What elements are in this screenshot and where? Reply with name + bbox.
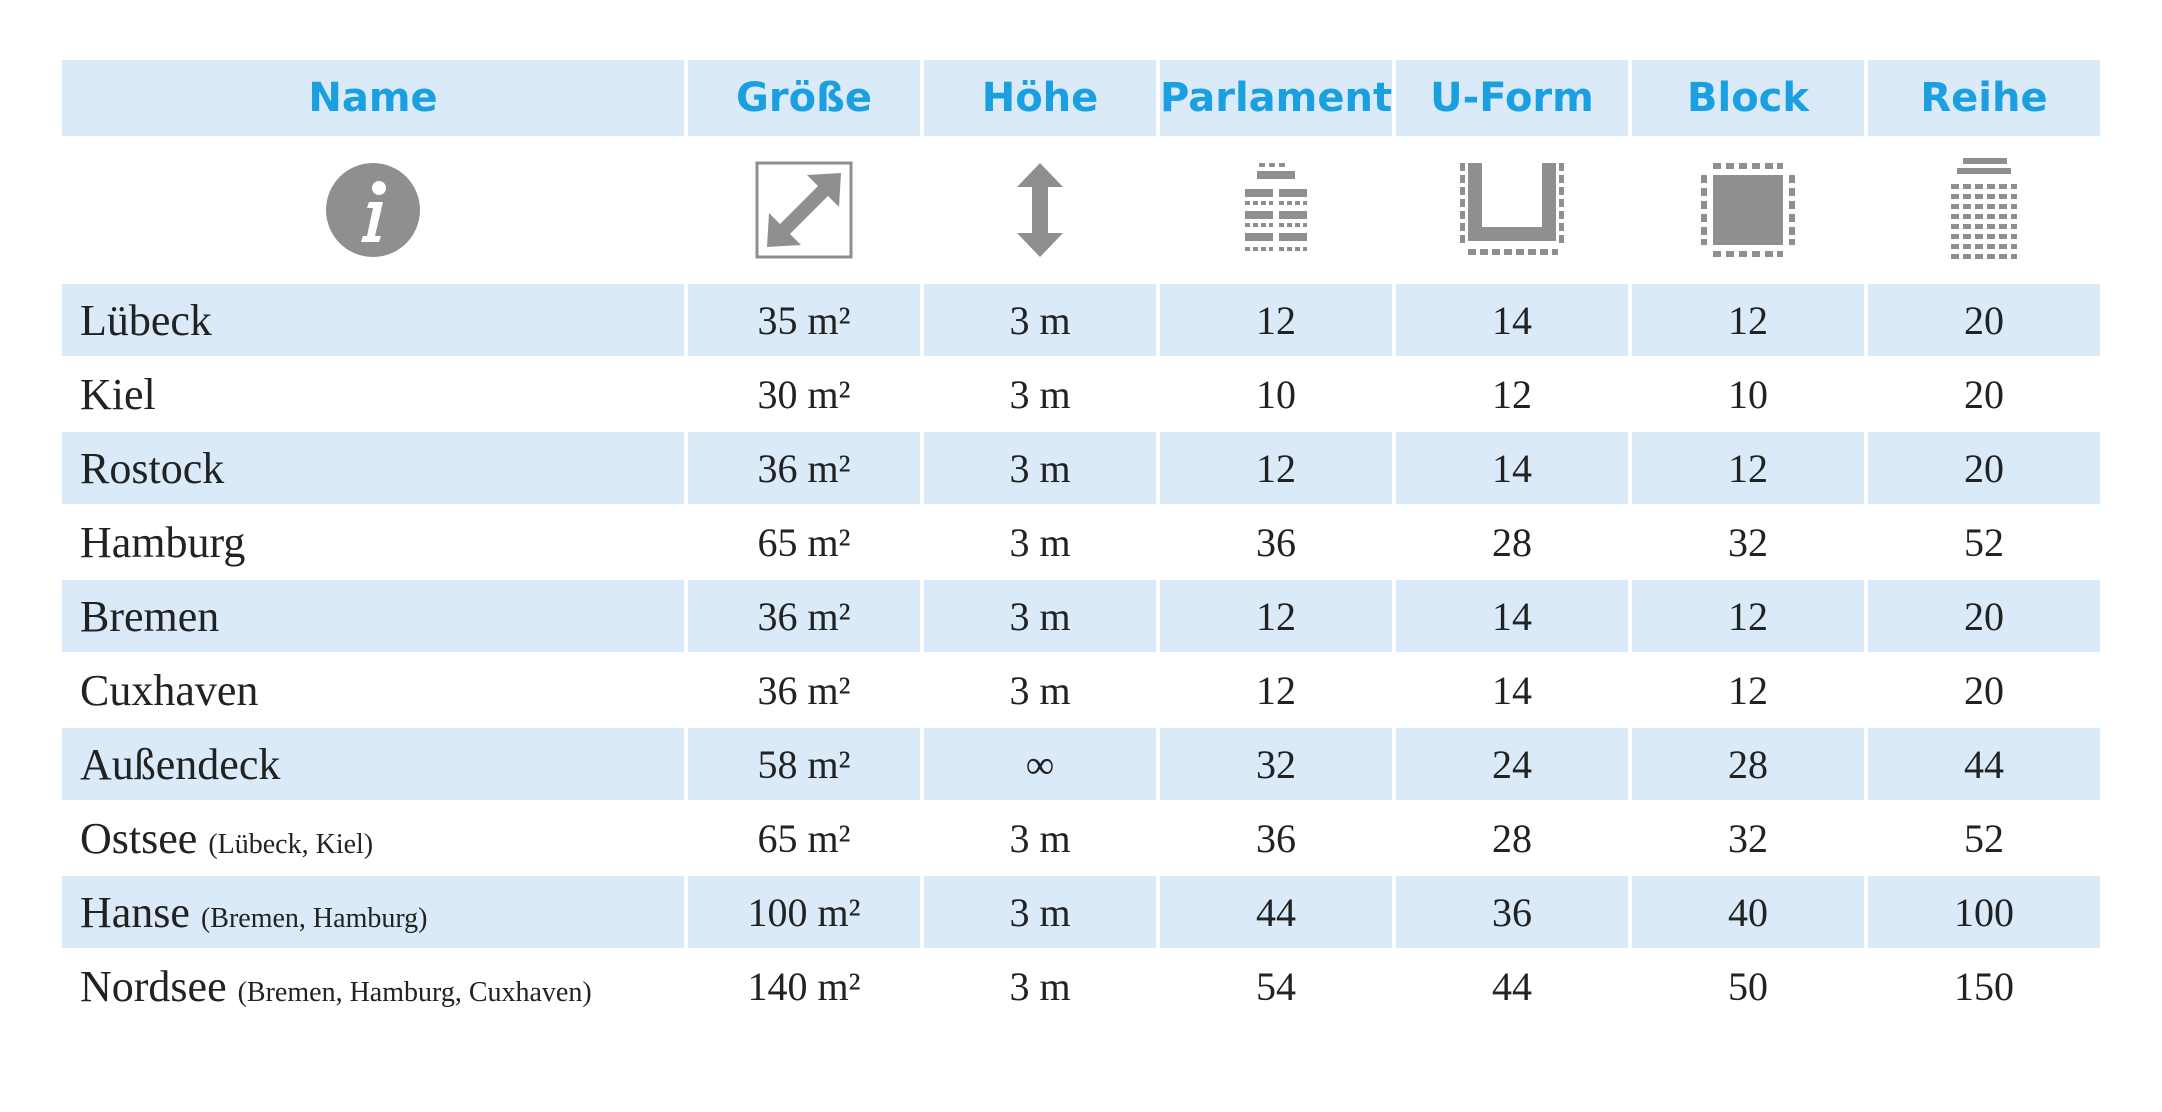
- height-cell: 3 m: [1009, 963, 1071, 1009]
- table-row: [62, 802, 2100, 874]
- u-form-cell: 28: [1492, 815, 1532, 861]
- block-cell: 32: [1728, 519, 1768, 565]
- row-seating-cell: 20: [1964, 371, 2004, 417]
- height-cell: 3 m: [1009, 371, 1071, 417]
- header-row-seating: Reihe: [1868, 60, 2100, 136]
- room-name-cell: [62, 432, 684, 504]
- parliament-seating-icon: [1243, 161, 1309, 259]
- block-cell: 32: [1728, 815, 1768, 861]
- row-seating-cell: 52: [1964, 519, 2004, 565]
- block-cell: 12: [1632, 580, 1864, 652]
- block-cell: 50: [1728, 963, 1768, 1009]
- table-row: [62, 654, 2100, 726]
- height-cell: 3 m: [924, 284, 1156, 356]
- room-name: Cuxhaven: [80, 665, 259, 715]
- size-cell: 100 m²: [688, 876, 920, 948]
- size-cell: 36 m²: [688, 580, 920, 652]
- parliament-icon-cell: [1160, 138, 1392, 282]
- size-cell: 35 m²: [688, 284, 920, 356]
- table-row: [62, 506, 2100, 578]
- parliament-cell: 12: [1160, 284, 1392, 356]
- row-seating-cell: 44: [1868, 728, 2100, 800]
- u-form-cell: 12: [1492, 371, 1532, 417]
- height-cell: ∞: [924, 728, 1156, 800]
- room-name-cell: [62, 802, 684, 874]
- u-form-cell: 14: [1492, 667, 1532, 713]
- u-form-cell: 14: [1396, 432, 1628, 504]
- table-row: [62, 432, 2100, 504]
- size-diagonal-arrow-icon: [755, 161, 853, 259]
- block-cell: 40: [1632, 876, 1864, 948]
- block-seating-icon: [1699, 161, 1797, 259]
- room-name-cell: [62, 950, 684, 1022]
- room-name-cell: [62, 876, 684, 948]
- block-cell: 12: [1728, 667, 1768, 713]
- header-parliament: Parlament: [1160, 60, 1392, 136]
- header-name: Name: [62, 60, 684, 136]
- icon-row: [62, 138, 2100, 282]
- u-form-cell: 36: [1396, 876, 1628, 948]
- parliament-cell: 32: [1160, 728, 1392, 800]
- header-height: Höhe: [924, 60, 1156, 136]
- parliament-cell: 36: [1256, 519, 1296, 565]
- row-seating-cell: 20: [1964, 667, 2004, 713]
- room-name: Außendeck: [80, 739, 281, 789]
- header-block: Block: [1632, 60, 1864, 136]
- header-size: Größe: [688, 60, 920, 136]
- row-icon-cell: [1868, 138, 2100, 282]
- row-seating-cell: 20: [1868, 432, 2100, 504]
- parliament-cell: 44: [1160, 876, 1392, 948]
- table-row: [62, 950, 2100, 1022]
- info-icon: [325, 162, 421, 258]
- row-seating-cell: 20: [1868, 284, 2100, 356]
- block-cell: 10: [1728, 371, 1768, 417]
- table-row: [62, 876, 2100, 948]
- header-row: [62, 60, 2100, 136]
- block-icon-cell: [1632, 138, 1864, 282]
- row-seating-cell: 20: [1868, 580, 2100, 652]
- room-name-cell: [62, 728, 684, 800]
- row-seating-icon: [1949, 156, 2019, 264]
- room-name-cell: [62, 358, 684, 430]
- parliament-cell: 12: [1160, 432, 1392, 504]
- room-name: Lübeck: [80, 295, 212, 345]
- room-name: Kiel: [80, 369, 156, 419]
- u-form-icon-cell: [1396, 138, 1628, 282]
- room-name-cell: [62, 284, 684, 356]
- height-vertical-arrow-icon: [1015, 161, 1065, 259]
- size-icon-cell: [688, 138, 920, 282]
- room-name: Ostsee: [80, 813, 198, 863]
- room-note: (Bremen, Hamburg, Cuxhaven): [237, 976, 592, 1008]
- room-name-cell: [62, 506, 684, 578]
- height-cell: 3 m: [924, 580, 1156, 652]
- room-note: (Bremen, Hamburg): [200, 902, 428, 934]
- height-cell: 3 m: [924, 876, 1156, 948]
- row-seating-cell: 150: [1954, 963, 2014, 1009]
- u-form-seating-icon: [1458, 161, 1566, 259]
- parliament-cell: 54: [1256, 963, 1296, 1009]
- height-cell: 3 m: [1009, 667, 1071, 713]
- size-cell: 65 m²: [757, 519, 851, 565]
- room-name-cell: [62, 580, 684, 652]
- room-note: (Lübeck, Kiel): [208, 828, 374, 860]
- size-cell: 36 m²: [757, 667, 851, 713]
- row-seating-cell: 100: [1868, 876, 2100, 948]
- parliament-cell: 12: [1160, 580, 1392, 652]
- table-row: [62, 284, 2100, 356]
- header-u-form: U-Form: [1396, 60, 1628, 136]
- room-name: Hanse: [80, 887, 190, 937]
- room-name: Bremen: [80, 591, 220, 641]
- block-cell: 28: [1632, 728, 1864, 800]
- height-icon-cell: [924, 138, 1156, 282]
- info-icon-cell: [62, 138, 684, 282]
- u-form-cell: 24: [1396, 728, 1628, 800]
- parliament-cell: 36: [1256, 815, 1296, 861]
- table-row: [62, 728, 2100, 800]
- table-row: [62, 358, 2100, 430]
- size-cell: 30 m²: [757, 371, 851, 417]
- u-form-cell: 28: [1492, 519, 1532, 565]
- size-cell: 58 m²: [688, 728, 920, 800]
- room-name: Nordsee: [80, 961, 227, 1011]
- size-cell: 140 m²: [747, 963, 861, 1009]
- u-form-cell: 14: [1396, 580, 1628, 652]
- height-cell: 3 m: [924, 432, 1156, 504]
- room-name-cell: [62, 654, 684, 726]
- block-cell: 12: [1632, 432, 1864, 504]
- room-name: Hamburg: [80, 517, 246, 567]
- size-cell: 65 m²: [757, 815, 851, 861]
- u-form-cell: 44: [1492, 963, 1532, 1009]
- block-cell: 12: [1632, 284, 1864, 356]
- parliament-cell: 10: [1256, 371, 1296, 417]
- room-capacity-table: [58, 58, 2104, 1024]
- height-cell: 3 m: [1009, 519, 1071, 565]
- u-form-cell: 14: [1396, 284, 1628, 356]
- room-name: Rostock: [80, 443, 225, 493]
- row-seating-cell: 52: [1964, 815, 2004, 861]
- size-cell: 36 m²: [688, 432, 920, 504]
- height-cell: 3 m: [1009, 815, 1071, 861]
- table-row: [62, 580, 2100, 652]
- parliament-cell: 12: [1256, 667, 1296, 713]
